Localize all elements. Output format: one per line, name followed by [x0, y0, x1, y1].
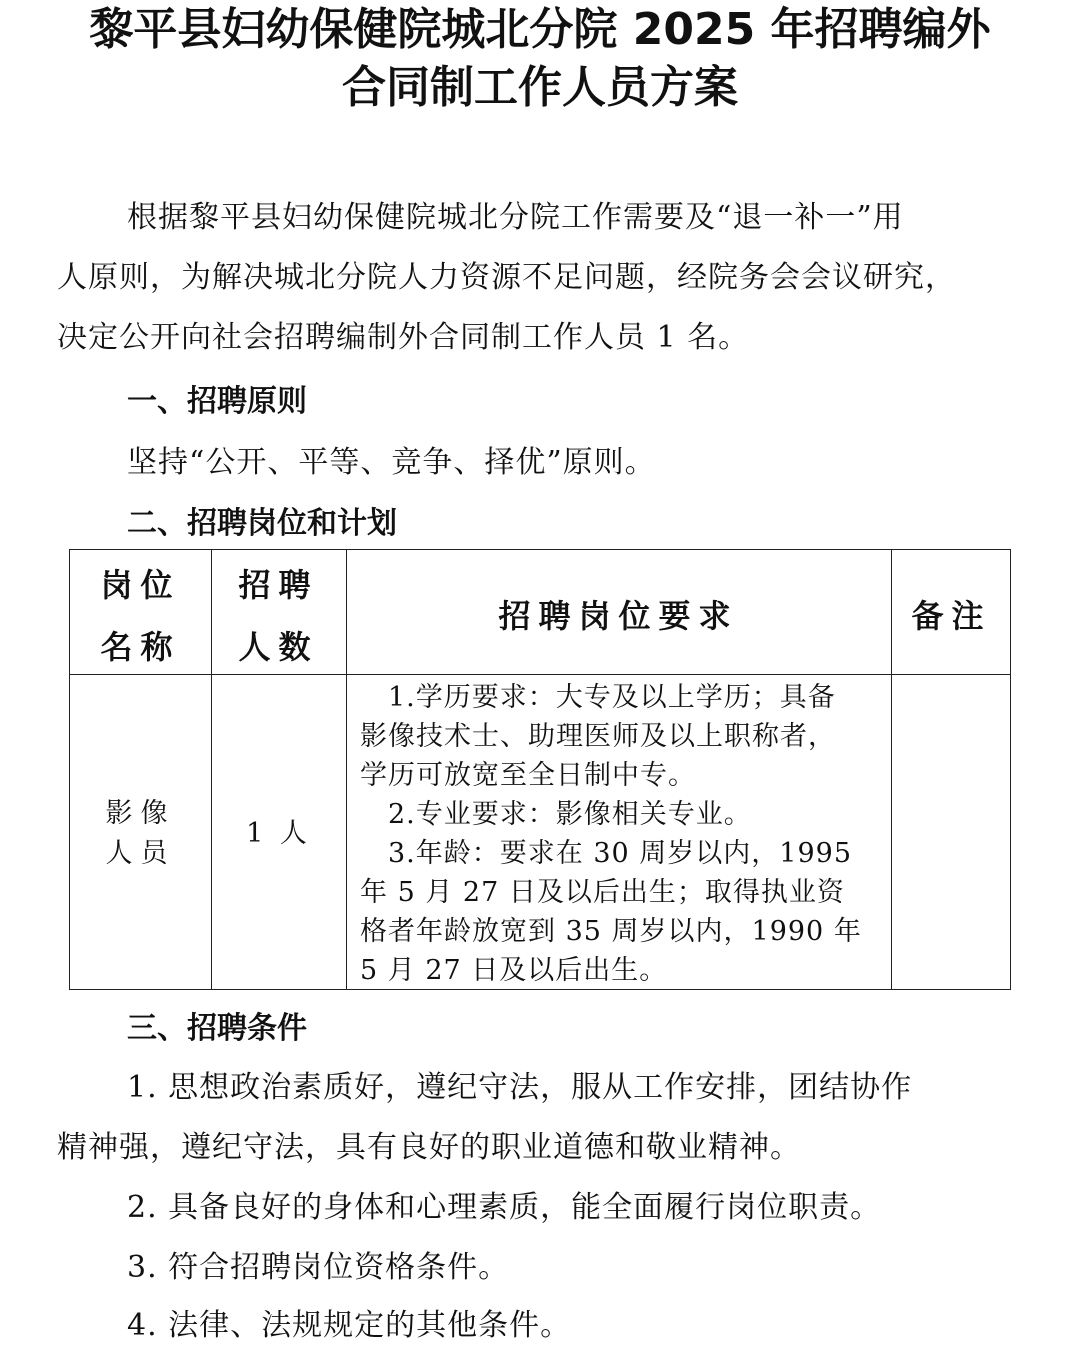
condition-item-1-continued: 精神强，遵纪守法，具有良好的职业道德和敬业精神。 — [57, 1130, 801, 1165]
header-position-line-2: 名称 — [100, 628, 181, 666]
condition-item-4: 4. 法律、法规规定的其他条件。 — [127, 1308, 572, 1343]
requirement-line: 格者年龄放宽到 35 周岁以内，1990 年 — [360, 916, 862, 947]
header-requirements: 招聘岗位要求 — [498, 597, 739, 635]
requirement-line: 影像技术士、助理医师及以上职称者， — [360, 721, 836, 752]
recruitment-table — [69, 549, 1011, 990]
section-3-heading: 三、招聘条件 — [127, 1011, 307, 1046]
requirement-line: 学历可放宽至全日制中专。 — [360, 760, 696, 791]
header-remarks: 备注 — [911, 597, 992, 635]
section-2-heading: 二、招聘岗位和计划 — [127, 506, 397, 541]
cell-position-line-1: 影像 — [105, 798, 176, 829]
intro-line-2: 人原则，为解决城北分院人力资源不足问题，经院务会会议研究， — [57, 260, 956, 295]
header-count-line-1: 招聘 — [238, 566, 319, 604]
header-position-line-1: 岗位 — [100, 566, 181, 604]
intro-line-1: 根据黎平县妇幼保健院城北分院工作需要及“退一补一”用 — [127, 200, 904, 235]
document-title-line-1: 黎平县妇幼保健院城北分院 2025 年招聘编外 — [89, 4, 991, 55]
condition-item-1: 1. 思想政治素质好，遵纪守法，服从工作安排，团结协作 — [127, 1070, 913, 1105]
requirement-line: 5 月 27 日及以后出生。 — [360, 955, 668, 986]
section-1-heading: 一、招聘原则 — [127, 384, 307, 419]
condition-item-2: 2. 具备良好的身体和心理素质，能全面履行岗位职责。 — [127, 1190, 882, 1225]
cell-position-line-2: 人员 — [105, 838, 176, 869]
cell-count: 1 人 — [246, 818, 311, 849]
requirement-line: 1.学历要求：大专及以上学历；具备 — [388, 682, 836, 713]
document-title-line-2: 合同制工作人员方案 — [342, 62, 738, 113]
intro-line-3: 决定公开向社会招聘编制外合同制工作人员 1 名。 — [57, 320, 750, 355]
requirement-line: 3.年龄：要求在 30 周岁以内，1995 — [388, 838, 852, 869]
header-count-line-2: 人数 — [238, 628, 319, 666]
requirement-line: 年 5 月 27 日及以后出生；取得执业资 — [360, 877, 845, 908]
requirement-line: 2.专业要求：影像相关专业。 — [388, 799, 752, 830]
section-1-text: 坚持“公开、平等、竞争、择优”原则。 — [127, 445, 656, 480]
cell-requirements — [360, 678, 890, 988]
condition-item-3: 3. 符合招聘岗位资格条件。 — [127, 1250, 510, 1285]
